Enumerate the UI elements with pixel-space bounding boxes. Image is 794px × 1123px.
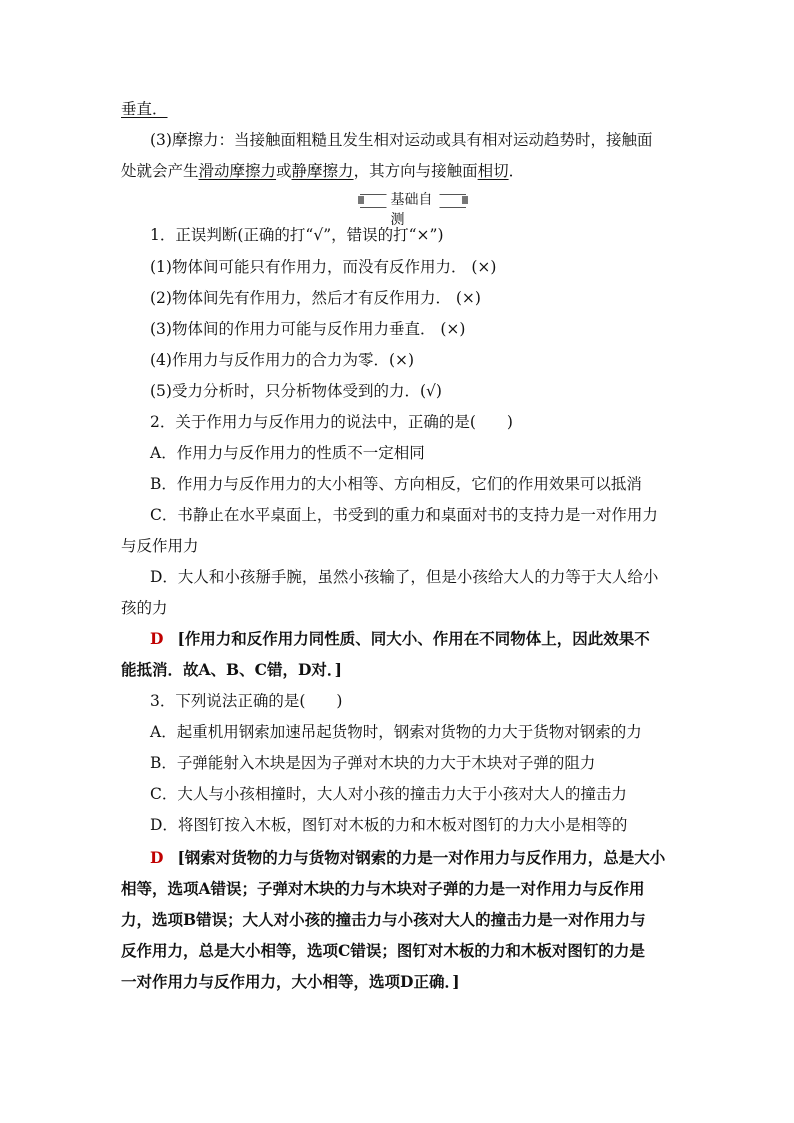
option-d-cont: 孩的力 — [121, 599, 168, 617]
answer-explanation-cont: 力，选项B错误；大人对小孩的撞击力与小孩对大人的撞击力是一对作用力与 — [121, 910, 646, 929]
list-item: (1)物体间可能只有作用力，而没有反作用力． (×) — [150, 258, 497, 276]
answer-explanation: D [钢索对货物的力与货物对钢索的力是一对作用力与反作用力，总是大小 — [150, 848, 666, 867]
option-a: A．作用力与反作用力的性质不一定相同 — [150, 444, 425, 462]
underlined-term: 静摩擦力 — [291, 162, 354, 180]
option-d: D．将图钉按入木板，图钉对木板的力和木板对图钉的力大小是相等的 — [150, 816, 628, 834]
option-a: A．起重机用钢索加速吊起货物时，钢索对货物的力大于货物对钢索的力 — [150, 723, 642, 741]
option-b: B．作用力与反作用力的大小相等、方向相反，它们的作用效果可以抵消 — [150, 475, 642, 493]
text-line: 垂直． — [121, 100, 168, 118]
question-stem: 1．正误判断(正确的打“√”，错误的打“×”) — [150, 226, 444, 244]
underlined-term: 相切 — [477, 162, 509, 180]
answer-letter: D — [150, 629, 164, 648]
option-c: C．书静止在水平桌面上，书受到的重力和桌面对书的支持力是一对作用力 — [150, 506, 658, 524]
answer-letter: D — [150, 848, 164, 867]
section-title: 基础自测 — [387, 190, 440, 230]
answer-explanation-cont: 反作用力，总是大小相等，选项C错误；图钉对木板的力和木板对图钉的力是 — [121, 941, 645, 960]
option-d: D．大人和小孩掰手腕，虽然小孩输了，但是小孩给大人的力等于大人给小 — [150, 568, 659, 586]
section-header — [360, 190, 466, 228]
answer-explanation: D [作用力和反作用力同性质、同大小、作用在不同物体上，因此效果不 — [150, 629, 650, 648]
answer-explanation-cont: 相等，选项A错误；子弹对木块的力与木块对子弹的力是一对作用力与反作用 — [121, 879, 645, 898]
question-stem: 3．下列说法正确的是( ) — [150, 692, 343, 710]
question-stem: 2．关于作用力与反作用力的说法中，正确的是( ) — [150, 413, 513, 431]
text-line: (3)摩擦力：当接触面粗糙且发生相对运动或具有相对运动趋势时，接触面 — [150, 131, 653, 149]
list-item: (5)受力分析时，只分析物体受到的力．(√) — [150, 382, 442, 400]
list-item: (2)物体间先有作用力，然后才有反作用力． (×) — [150, 289, 481, 307]
list-item: (3)物体间的作用力可能与反作用力垂直． (×) — [150, 320, 466, 338]
section-header-cap-left — [358, 196, 364, 204]
text-line: 处就会产生滑动摩擦力或静摩擦力，其方向与接触面相切． — [121, 162, 525, 180]
option-c: C．大人与小孩相撞时，大人对小孩的撞击力大于小孩对大人的撞击力 — [150, 785, 627, 803]
option-b: B．子弹能射入木块是因为子弹对木块的力大于木块对子弹的阻力 — [150, 754, 596, 772]
answer-explanation-cont: 一对作用力与反作用力，大小相等，选项D正确．] — [121, 972, 460, 991]
section-header-cap-right — [462, 196, 468, 204]
list-item: (4)作用力与反作用力的合力为零．(×) — [150, 351, 415, 369]
answer-explanation-cont: 能抵消．故A、B、C错，D对．] — [121, 660, 342, 679]
underlined-term: 滑动摩擦力 — [198, 162, 277, 180]
option-c-cont: 与反作用力 — [121, 537, 199, 555]
